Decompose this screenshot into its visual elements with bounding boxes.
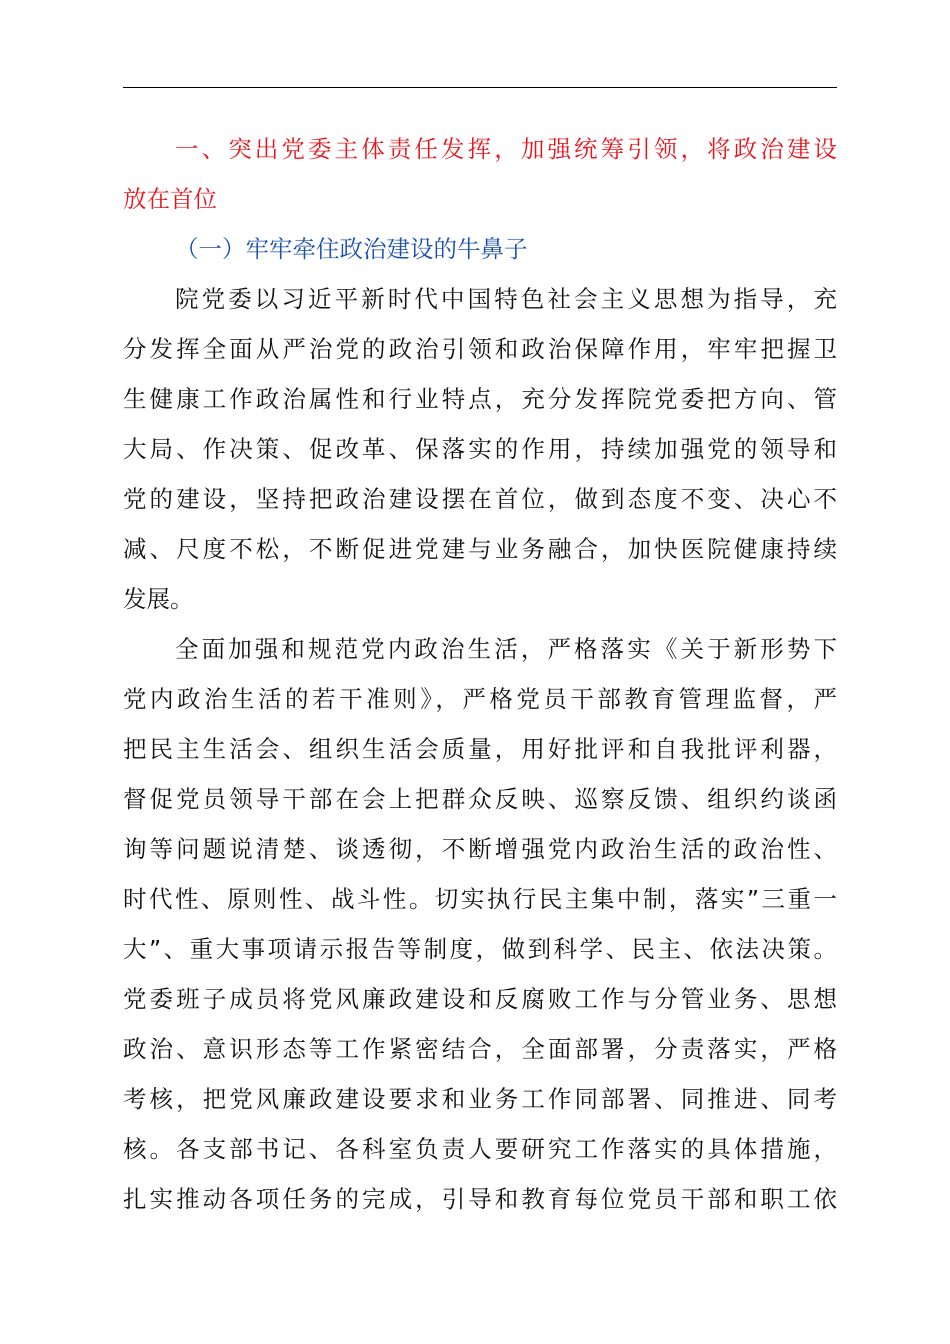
paragraph-line: 生健康工作政治属性和行业特点，充分发挥院党委把方向、管 <box>123 385 837 413</box>
paragraph-line: 全面加强和规范党内政治生活，严格落实《关于新形势下 <box>175 635 837 663</box>
paragraph-line: 院党委以习近平新时代中国特色社会主义思想为指导，充 <box>175 285 837 313</box>
subsection-heading: （一）牢牢牵住政治建设的牛鼻子 <box>175 235 528 263</box>
paragraph-line: 政治、意识形态等工作紧密结合，全面部署，分责落实，严格 <box>123 1035 837 1063</box>
paragraph-line: 扎实推动各项任务的完成，引导和教育每位党员干部和职工依 <box>123 1185 837 1213</box>
paragraph-line: 减、尺度不松，不断促进党建与业务融合，加快医院健康持续 <box>123 535 837 563</box>
paragraph-line: 询等问题说清楚、谈透彻，不断增强党内政治生活的政治性、 <box>123 835 837 863</box>
paragraph-line: 大”、重大事项请示报告等制度，做到科学、民主、依法决策。 <box>123 935 837 963</box>
header-rule <box>123 87 837 88</box>
paragraph-2 <box>123 624 837 1224</box>
paragraph-line: 党内政治生活的若干准则》，严格党员干部教育管理监督，严 <box>123 685 837 713</box>
paragraph-line: 党委班子成员将党风廉政建设和反腐败工作与分管业务、思想 <box>123 985 837 1013</box>
paragraph-line: 分发挥全面从严治党的政治引领和政治保障作用，牢牢把握卫 <box>123 335 837 363</box>
paragraph-line: 发展。 <box>123 585 194 613</box>
document-body <box>123 124 837 1224</box>
paragraph-line: 大局、作决策、促改革、保落实的作用，持续加强党的领导和 <box>123 435 837 463</box>
paragraph-1 <box>123 274 837 624</box>
paragraph-line: 党的建设，坚持把政治建设摆在首位，做到态度不变、决心不 <box>123 485 837 513</box>
paragraph-line: 时代性、原则性、战斗性。切实执行民主集中制，落实”三重一 <box>123 885 837 913</box>
section-heading-line-1: 一、突出党委主体责任发挥，加强统筹引领，将政治建设 <box>175 135 837 163</box>
paragraph-line: 把民主生活会、组织生活会质量，用好批评和自我批评利器， <box>123 735 837 763</box>
paragraph-line: 核。各支部书记、各科室负责人要研究工作落实的具体措施， <box>123 1135 837 1163</box>
paragraph-line: 考核，把党风廉政建设要求和业务工作同部署、同推进、同考 <box>123 1085 837 1113</box>
paragraph-line: 督促党员领导干部在会上把群众反映、巡察反馈、组织约谈函 <box>123 785 837 813</box>
section-heading-line-2: 放在首位 <box>123 185 217 213</box>
